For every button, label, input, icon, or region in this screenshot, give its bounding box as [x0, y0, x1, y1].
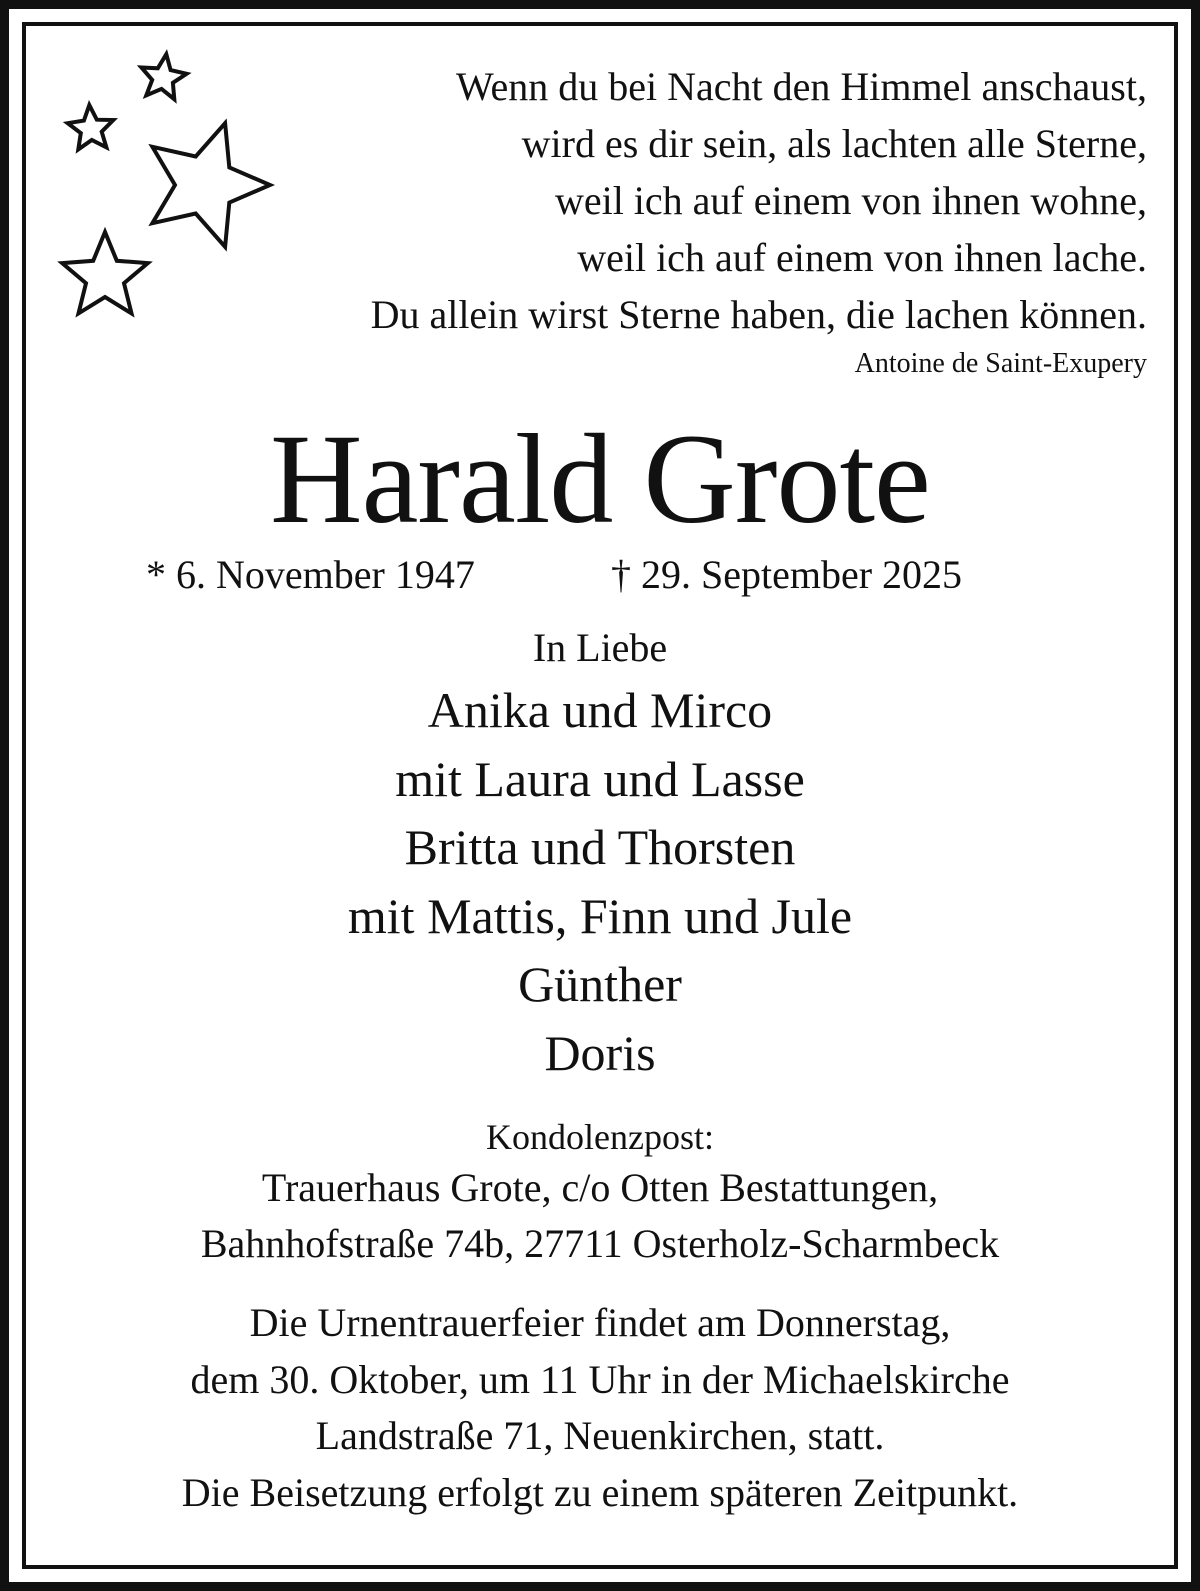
mourner-line: mit Laura und Lasse: [395, 750, 805, 807]
mourner-line: mit Mattis, Finn und Jule: [347, 887, 853, 944]
poem-line: wird es dir sein, als lachten alle Sterne,: [521, 121, 1147, 166]
service-line: Die Beisetzung erfolgt zu einem späteren Zeitpunkt.: [181, 1469, 1019, 1515]
star-bottom: [62, 232, 148, 313]
poem-line: Wenn du bei Nacht den Himmel anschaust,: [455, 64, 1147, 109]
death-date: † 29. September 2025: [611, 552, 963, 597]
poem-line: Du allein wirst Sterne haben, die lachen können.: [370, 292, 1147, 337]
deceased-name: Harald Grote: [270, 408, 930, 550]
poem: [371, 58, 1147, 343]
service-line: Landstraße 71, Neuenkirchen, statt.: [315, 1413, 885, 1458]
service-line: Die Urnentrauerfeier findet am Donnerstag,: [249, 1300, 951, 1345]
mourner-line: Doris: [544, 1024, 656, 1081]
mourner-line: Anika und Mirco: [427, 682, 773, 738]
address-line: Trauerhaus Grote, c/o Otten Bestattungen,: [261, 1165, 939, 1210]
poem-line: weil ich auf einem von ihnen wohne,: [554, 178, 1147, 223]
poem-line: weil ich auf einem von ihnen lache.: [577, 235, 1147, 280]
star-large: [152, 123, 270, 247]
birth-date: * 6. November 1947: [146, 552, 475, 597]
star-small-left: [68, 105, 114, 149]
service-line: dem 30. Oktober, um 11 Uhr in der Michaelskirche: [190, 1356, 1010, 1402]
service-info: [0, 1295, 1200, 1521]
stars-icon: [50, 45, 290, 335]
mourner-line: Günther: [518, 956, 682, 1012]
condolence-label: Kondolenzpost:: [486, 1117, 714, 1157]
condolence-address: [0, 1160, 1200, 1272]
poem-author: Antoine de Saint-Exupery: [854, 348, 1147, 379]
star-small-top: [141, 54, 186, 99]
address-line: Bahnhofstraße 74b, 27711 Osterholz-Scharmbeck: [200, 1221, 1000, 1266]
mourner-line: Britta und Thorsten: [404, 819, 796, 875]
mourners-list: [0, 676, 1200, 1087]
family-intro: In Liebe: [532, 625, 668, 670]
